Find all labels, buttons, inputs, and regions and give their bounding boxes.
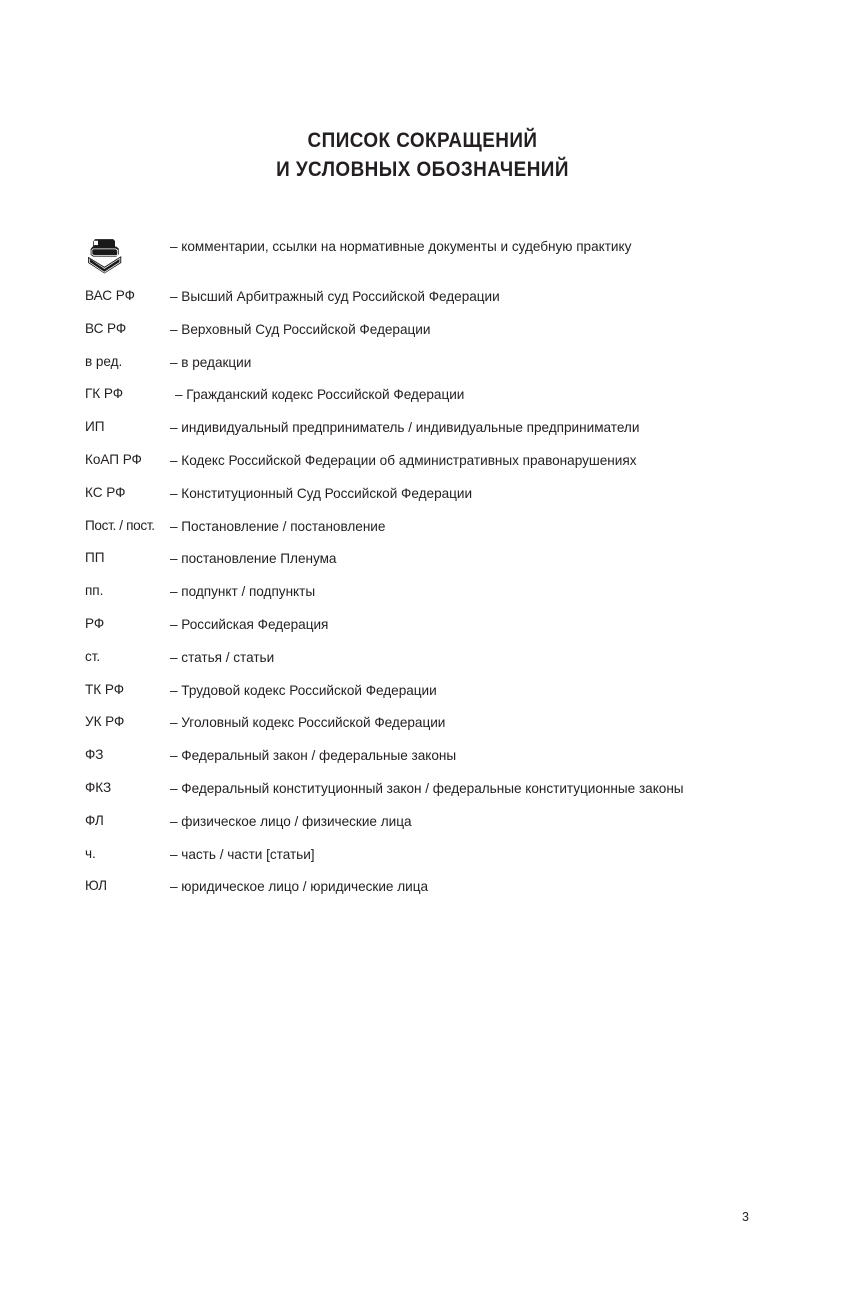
abbreviation-term: ЮЛ [85,878,107,894]
list-item [85,878,685,896]
abbreviation-term: ГК РФ [85,386,124,402]
list-item [85,238,685,278]
list-item [85,452,685,470]
abbreviation-term: РФ [85,615,105,631]
abbreviation-term: ФЗ [85,747,104,763]
list-item [85,846,685,864]
list-item [85,616,685,634]
page-title-line-1: СПИСОК СОКРАЩЕНИЙ [307,128,538,152]
abbreviation-definition: – статья / статьи [170,649,275,665]
list-item [85,354,685,372]
abbreviation-definition: – Уголовный кодекс Российской Федерации [170,715,446,731]
abbreviation-definition: – Федеральный закон / федеральные законы [170,748,457,764]
page-number: 3 [742,1210,749,1224]
list-item [85,419,685,437]
abbreviation-definition: – Трудовой кодекс Российской Федерации [170,682,437,698]
abbreviation-term: ВС РФ [85,320,127,336]
abbreviation-definition: – Кодекс Российской Федерации об административных правонарушениях [170,452,637,468]
list-item [85,780,685,798]
abbreviation-definition: – физическое лицо / физические лица [170,813,412,829]
list-item [85,386,685,404]
abbreviation-term: в ред. [85,353,123,369]
abbreviation-definition: – юридическое лицо / юридические лица [170,879,429,895]
stacked-books-icon [85,236,170,278]
abbreviations-list [85,238,685,911]
list-item [85,813,685,831]
list-item [85,747,685,765]
abbreviation-term: пп. [85,583,104,599]
abbreviation-term: КоАП РФ [85,451,142,467]
abbreviation-definition: – индивидуальный предприниматель / индивидуальные предприниматели [170,420,640,436]
list-item [85,649,685,667]
list-item [85,583,685,601]
abbreviation-term: ФКЗ [85,779,112,795]
abbreviation-definition: – Гражданский кодекс Российской Федерации [175,387,465,403]
abbreviation-term: ФЛ [85,812,104,828]
abbreviation-term: УК РФ [85,714,125,730]
abbreviation-definition: – Постановление / постановление [170,518,386,534]
abbreviation-definition: – в редакции [170,354,252,370]
abbreviation-definition: – Высший Арбитражный суд Российской Федерации [170,289,500,304]
abbreviation-definition: – Конституционный Суд Российской Федерации [170,485,473,501]
abbreviation-term: ИП [85,419,105,435]
abbreviation-term: ст. [85,648,101,664]
abbreviation-definition: – комментарии, ссылки на нормативные документы и судебную практику [170,239,632,254]
abbreviation-definition: – подпункт / подпункты [170,584,316,600]
abbreviation-definition: – часть / части [статьи] [170,846,315,862]
abbreviation-definition: – постановление Пленума [170,551,337,567]
abbreviation-term: ПП [85,550,105,566]
abbreviation-term: ч. [85,845,96,861]
list-item [85,288,685,306]
abbreviation-term: ТК РФ [85,681,124,697]
list-item [85,550,685,568]
abbreviation-definition: – Российская Федерация [170,616,329,632]
list-item [85,682,685,700]
list-item [85,518,685,536]
page-title-line-2: И УСЛОВНЫХ ОБОЗНАЧЕНИЙ [276,157,569,181]
list-item [85,485,685,503]
list-item [85,714,685,732]
abbreviation-definition: – Верховный Суд Российской Федерации [170,321,431,337]
list-item [85,321,685,339]
abbreviation-term: ВАС РФ [85,288,135,303]
abbreviation-term: КС РФ [85,484,126,500]
page-title [0,126,845,184]
abbreviation-definition: – Федеральный конституционный закон / федеральные конституционные законы [170,780,684,796]
abbreviation-term: Пост. / пост. [85,517,155,533]
